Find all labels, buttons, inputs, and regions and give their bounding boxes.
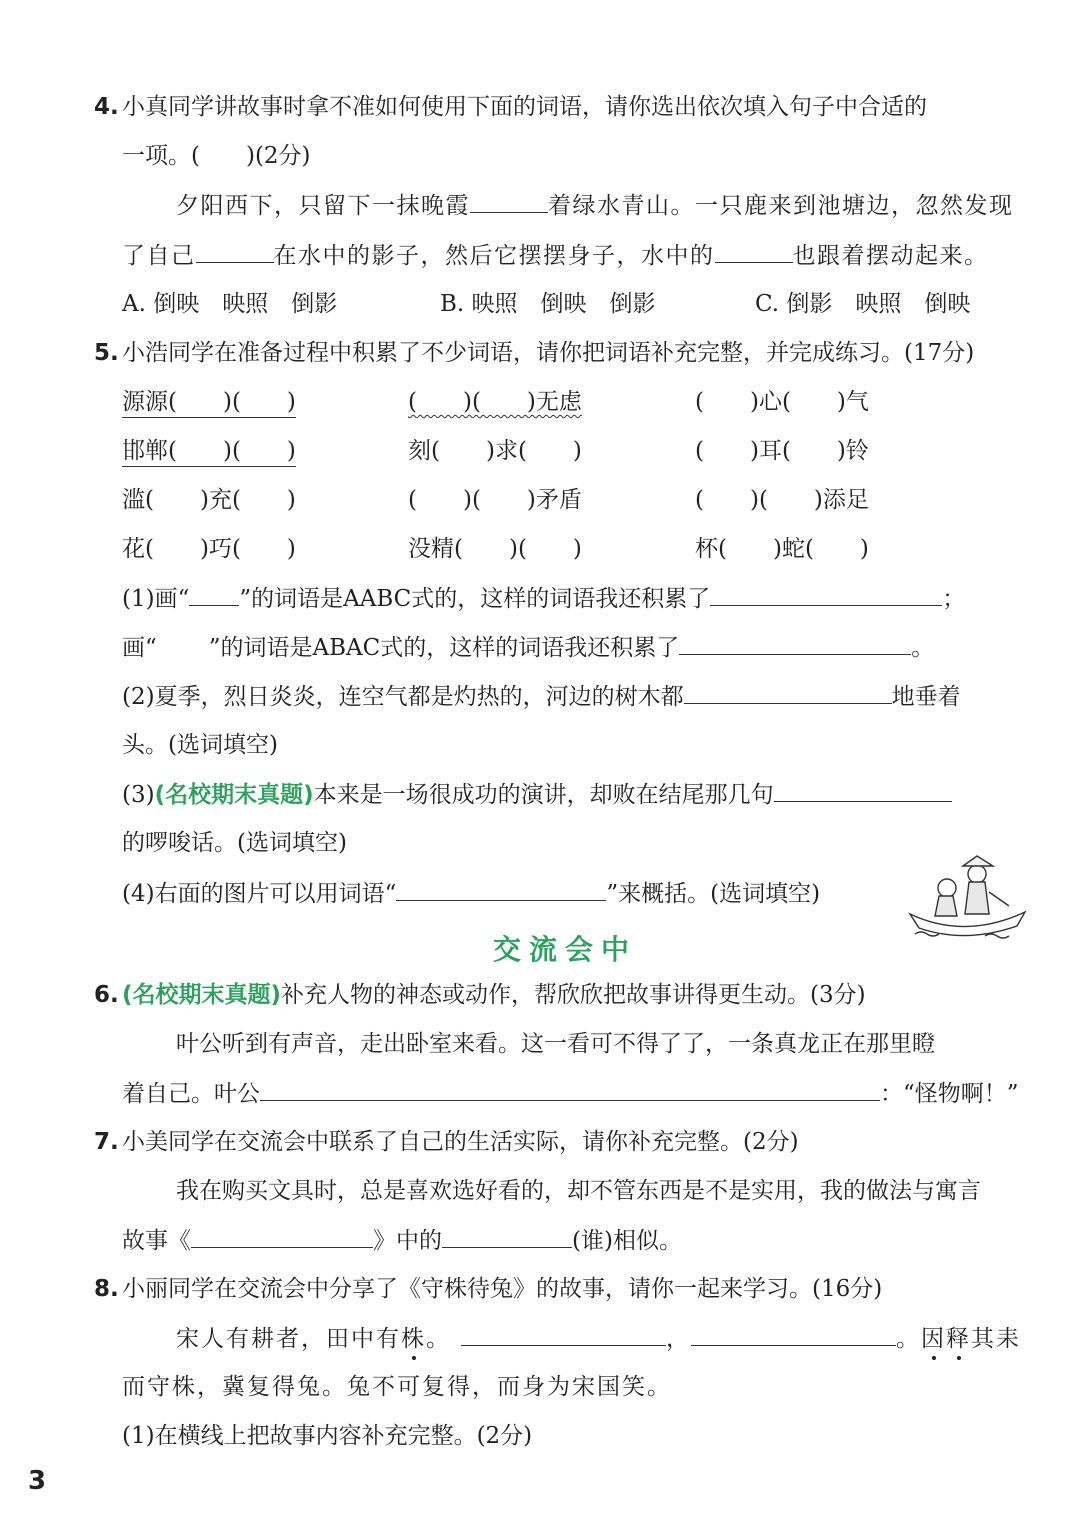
q7-blank-who[interactable] <box>442 1225 572 1248</box>
q5-solid-sample <box>189 583 239 606</box>
q5-sub1-blank-1[interactable] <box>710 583 942 606</box>
q4-passage-line1: 夕阳西下，只留下一抹晚霞 着绿水青山。一只鹿来到池塘边，忽然发现 <box>176 190 1014 221</box>
q8-number: 8. <box>94 1276 119 1302</box>
q7-stem: 小美同学在交流会中联系了自己的生活实际，请你补充完整。(2分) <box>122 1129 799 1155</box>
q7-passage-line1: 我在购买文具时，总是喜欢选好看的，却不管东西是不是实用，我的做法与寓言 <box>176 1178 981 1204</box>
q5-wavy-sample <box>157 633 209 663</box>
q6-passage-line2: 着自己。叶公 ：“怪物啊！” <box>122 1078 1019 1109</box>
q5-sub1-line1: (1)画“ ”的词语是AABC式的，这样的词语我还积累了 ； <box>122 583 965 614</box>
q8-blank-1[interactable] <box>461 1323 666 1346</box>
q7-blank-story[interactable] <box>191 1225 373 1248</box>
q4-blank-1[interactable] <box>470 190 548 213</box>
q5-sub2-blank[interactable] <box>684 681 892 704</box>
q4-number: 4. <box>94 94 119 120</box>
q5-stem: 小浩同学在准备过程中积累了不少词语，请你把词语补充完整，并完成练习。(17分) <box>122 340 975 366</box>
q5-sub1-blank-2[interactable] <box>679 632 911 655</box>
q5-word-4-1[interactable]: 花( )巧( ) <box>122 536 296 562</box>
q5-sub2-line1: (2)夏季，烈日炎炎，连空气都是灼热的，河边的树木都 地垂着 <box>122 681 961 712</box>
q5-word-4-3[interactable]: 杯( )蛇( ) <box>695 536 869 562</box>
q5-word-1-1[interactable]: 源源( )( ) <box>122 387 296 418</box>
q5-word-2-3[interactable]: ( )耳( )铃 <box>695 438 869 464</box>
q5-word-2-2[interactable]: 刻( )求( ) <box>408 438 582 464</box>
q5-word-3-3[interactable]: ( )( )添足 <box>695 487 869 513</box>
page-number: 3 <box>28 1466 47 1496</box>
q6-blank[interactable] <box>260 1078 880 1101</box>
q5-word-1-2[interactable]: ( )( )无虑 <box>408 389 582 415</box>
q4-option-b[interactable]: B. 映照 倒映 倒影 <box>440 291 656 317</box>
q8-classical-line2: 而守株，冀复得兔。兔不可复得，而身为宋国笑。 <box>122 1374 672 1400</box>
q5-sub4-blank[interactable] <box>396 878 606 901</box>
q5-sub2-line2: 头。(选词填空) <box>122 732 278 758</box>
famous-school-tag: (名校期末真题) <box>154 782 314 808</box>
q8-dotted-char-yin: 因 <box>921 1326 946 1352</box>
q5-sub1-line2: 画“ ”的词语是ABAC式的，这样的词语我还积累了 。 <box>122 632 934 663</box>
q6-stem: (名校期末真题)补充人物的神态或动作，帮欣欣把故事讲得更生动。(3分) <box>122 982 866 1008</box>
q7-passage-line2: 故事《 》中的 (谁)相似。 <box>122 1225 682 1256</box>
q8-stem: 小丽同学在交流会中分享了《守株待兔》的故事，请你一起来学习。(16分) <box>122 1276 883 1302</box>
q4-blank-3[interactable] <box>715 240 793 263</box>
q6-passage-line1: 叶公听到有声音，走出卧室来看。这一看可不得了了，一条真龙正在那里瞪 <box>176 1031 935 1057</box>
q8-classical-line1: 宋人有耕者，田中有株。 ， 。因释其耒 <box>176 1323 1021 1354</box>
q8-blank-2[interactable] <box>691 1323 896 1346</box>
q8-dotted-char-zhu: 株 <box>401 1326 426 1352</box>
q4-passage-line2: 了自己 在水中的影子，然后它摆摆身子，水中的 也跟着摆动起来。 <box>122 240 989 271</box>
q5-sub4-line: (4)右面的图片可以用词语“ ”来概括。(选词填空) <box>122 878 820 909</box>
q7-number: 7. <box>94 1129 119 1155</box>
famous-school-tag: (名校期末真题) <box>122 982 282 1008</box>
q5-word-4-2[interactable]: 没精( )( ) <box>408 536 582 562</box>
q5-sub3-blank[interactable] <box>774 779 952 802</box>
q4-option-c[interactable]: C. 倒影 映照 倒映 <box>755 291 971 317</box>
q6-number: 6. <box>94 982 119 1008</box>
q5-number: 5. <box>94 340 119 366</box>
q5-word-3-1[interactable]: 滥( )充( ) <box>122 487 296 513</box>
q8-sub1: (1)在横线上把故事内容补充完整。(2分) <box>122 1423 533 1449</box>
q5-word-2-1[interactable]: 邯郸( )( ) <box>122 436 296 467</box>
q5-sub3-line1: (3)(名校期末真题)本来是一场很成功的演讲，却败在结尾那几句 <box>122 779 952 810</box>
q5-word-1-3[interactable]: ( )心( )气 <box>695 389 869 415</box>
q4-stem-line2: 一项。( )(2分) <box>122 143 311 169</box>
section-title: 交流会中 <box>492 933 637 966</box>
q5-word-3-2[interactable]: ( )( )矛盾 <box>408 487 582 513</box>
q4-option-a[interactable]: A. 倒映 映照 倒影 <box>122 291 338 317</box>
q4-blank-2[interactable] <box>196 240 274 263</box>
q8-dotted-char-shi: 释 <box>946 1326 971 1352</box>
q4-stem-line1: 小真同学讲故事时拿不准如何使用下面的词语，请你选出依次填入句子中合适的 <box>122 94 927 120</box>
q5-sub3-line2: 的啰唆话。(选词填空) <box>122 830 347 856</box>
